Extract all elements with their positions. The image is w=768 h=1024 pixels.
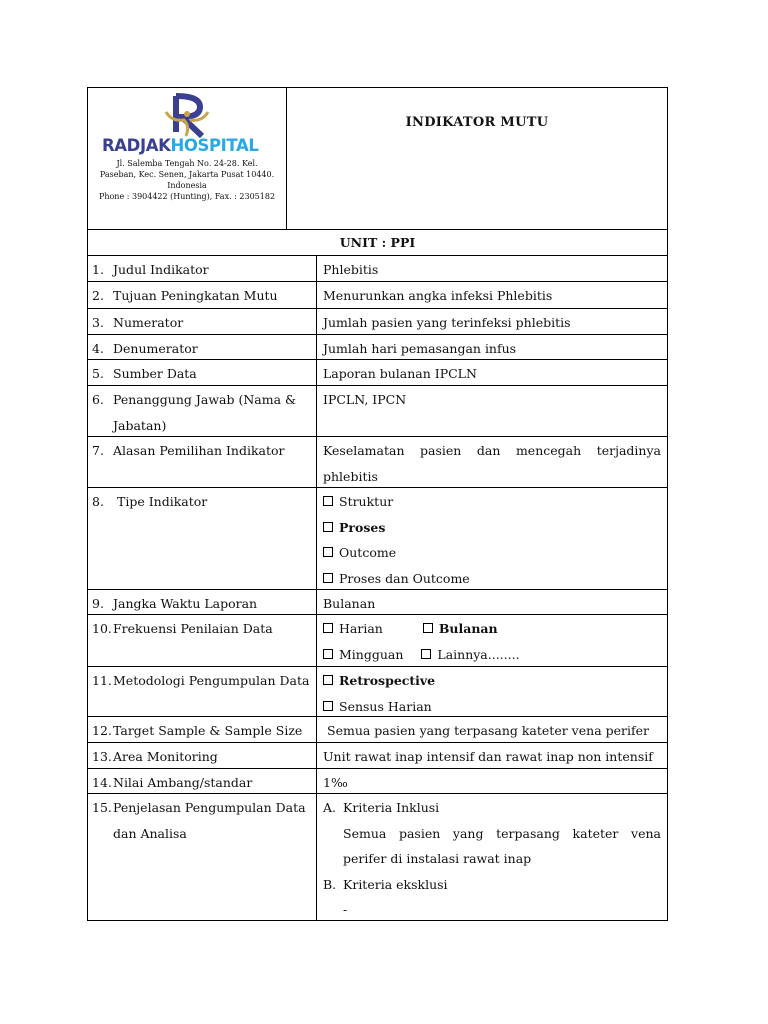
option-label: Sensus Harian [339, 698, 432, 714]
table-row [88, 743, 667, 769]
row-label: Denumerator [113, 341, 198, 356]
row-label: Numerator [113, 315, 184, 330]
option-mingguan[interactable] [323, 647, 403, 662]
item-detail: Semua pasien yang terpasang kateter vena perifer di instalasi rawat inap [343, 825, 661, 866]
row-value: 1‰ [323, 775, 348, 790]
row-label: Penanggung Jawab (Nama & Jabatan) [113, 392, 297, 433]
table-row [88, 309, 667, 335]
item-title: Kriteria eksklusi [343, 876, 448, 892]
row-number: 3. [92, 315, 104, 330]
item-detail: - [343, 902, 348, 917]
row-value: Unit rawat inap intensif dan rawat inap non intensif [323, 749, 653, 764]
row-label: Alasan Pemilihan Indikator [113, 443, 285, 458]
row-label: Target Sample & Sample Size [113, 723, 303, 738]
address-line: Paseban, Kec. Senen, Jakarta Pusat 10440. [99, 170, 275, 179]
row-number: 4. [92, 341, 104, 356]
option-bulanan[interactable] [423, 621, 498, 636]
row-label: Tujuan Peningkatan Mutu [113, 288, 278, 303]
option-proses[interactable] [323, 515, 661, 541]
address-line: Phone : 3904422 (Hunting), Fax. : 2305182 [98, 192, 276, 201]
option-label: Outcome [339, 545, 397, 560]
row-number: 8. [92, 494, 104, 509]
row-label: Nilai Ambang/standar [113, 775, 253, 790]
address-line: Indonesia [167, 181, 207, 190]
option-lainnya[interactable] [421, 647, 519, 662]
table-row [88, 386, 667, 437]
table-row [88, 615, 667, 667]
unit-label: UNIT : PPI [88, 230, 667, 256]
checkbox-icon[interactable] [323, 522, 333, 532]
hospital-address [94, 158, 280, 202]
row-number: 13. [92, 749, 112, 764]
table-row [88, 769, 667, 794]
table-row [88, 437, 667, 488]
item-letter: A. [323, 800, 337, 815]
row-label: Sumber Data [113, 366, 197, 381]
option-sensus-harian[interactable] [323, 694, 661, 720]
checkbox-icon[interactable] [323, 649, 333, 659]
row-number: 1. [92, 262, 104, 277]
row-number: 11. [92, 673, 112, 688]
table-row [88, 794, 667, 920]
table-row [88, 282, 667, 309]
row-value: Menurunkan angka infeksi Phlebitis [323, 288, 553, 303]
document-header [88, 88, 667, 230]
checkbox-icon[interactable] [323, 623, 333, 633]
table-row [88, 335, 667, 360]
row-value: IPCLN, IPCN [323, 392, 407, 407]
row-label: Penjelasan Pengumpulan Data dan Analisa [113, 800, 306, 841]
table-row [88, 488, 667, 590]
hospital-name-part2: HOSPITAL [170, 136, 259, 155]
document-title: INDIKATOR MUTU [405, 115, 549, 130]
option-retrospective[interactable] [323, 668, 661, 694]
option-label: Mingguan [339, 646, 404, 662]
address-line: Jl. Salemba Tengah No. 24-28. Kel. [116, 159, 258, 168]
row-label: Jangka Waktu Laporan [113, 596, 258, 611]
frequency-options [317, 615, 667, 666]
row-value: Phlebitis [323, 262, 379, 277]
row-number: 7. [92, 443, 104, 458]
option-proses-dan-outcome[interactable] [323, 566, 661, 592]
checkbox-icon[interactable] [323, 496, 333, 506]
row-label: Tipe Indikator [117, 494, 208, 509]
row-number: 9. [92, 596, 104, 611]
row-number: 12. [92, 723, 112, 738]
table-row [88, 256, 667, 282]
hospital-name [102, 136, 258, 155]
option-label: Proses [339, 519, 386, 535]
row-number: 10. [92, 621, 112, 636]
checkbox-icon[interactable] [323, 701, 333, 711]
row-number: 5. [92, 366, 104, 381]
indicator-document [87, 87, 668, 921]
method-options [317, 667, 667, 716]
row-value: Bulanan [323, 596, 376, 611]
row-number: 2. [92, 288, 104, 303]
option-struktur[interactable] [323, 489, 661, 515]
hospital-name-part1: RADJAK [102, 136, 171, 155]
option-label: Struktur [339, 494, 394, 509]
row-label: Area Monitoring [113, 749, 218, 764]
table-row [88, 667, 667, 717]
row-number: 14. [92, 775, 112, 790]
row-value: Semua pasien yang terpasang kateter vena perifer [327, 723, 649, 738]
option-label: Lainnya........ [437, 646, 520, 662]
row-label: Frekuensi Penilaian Data [113, 621, 273, 636]
option-harian[interactable] [323, 621, 383, 636]
option-label: Retrospective [339, 673, 436, 688]
option-outcome[interactable] [323, 540, 661, 566]
hospital-logo-block [88, 88, 287, 229]
option-label: Harian [339, 621, 383, 636]
row-value: Jumlah pasien yang terinfeksi phlebitis [323, 315, 571, 330]
option-label: Bulanan [438, 621, 498, 636]
row-value: Keselamatan pasien dan mencegah terjadinya phlebitis [323, 443, 661, 484]
row-label: Judul Indikator [113, 262, 209, 277]
indicator-type-options [317, 488, 667, 589]
item-title: Kriteria Inklusi [343, 800, 440, 815]
row-value: Jumlah hari pemasangan infus [323, 341, 517, 356]
table-row [88, 590, 667, 615]
table-row [88, 360, 667, 386]
row-value: Laporan bulanan IPCLN [323, 366, 477, 381]
row-number: 6. [92, 392, 104, 407]
checkbox-icon[interactable] [323, 675, 333, 685]
option-label: Proses dan Outcome [339, 570, 470, 586]
hospital-logo-icon [156, 92, 218, 138]
checkbox-icon[interactable] [323, 547, 333, 557]
checkbox-icon[interactable] [423, 623, 433, 633]
row-number: 15. [92, 800, 112, 815]
table-row [88, 717, 667, 743]
checkbox-icon[interactable] [323, 573, 333, 583]
data-collection-explanation [317, 794, 667, 920]
item-letter: B. [323, 876, 337, 892]
row-label: Metodologi Pengumpulan Data [113, 673, 310, 688]
checkbox-icon[interactable] [421, 649, 431, 659]
